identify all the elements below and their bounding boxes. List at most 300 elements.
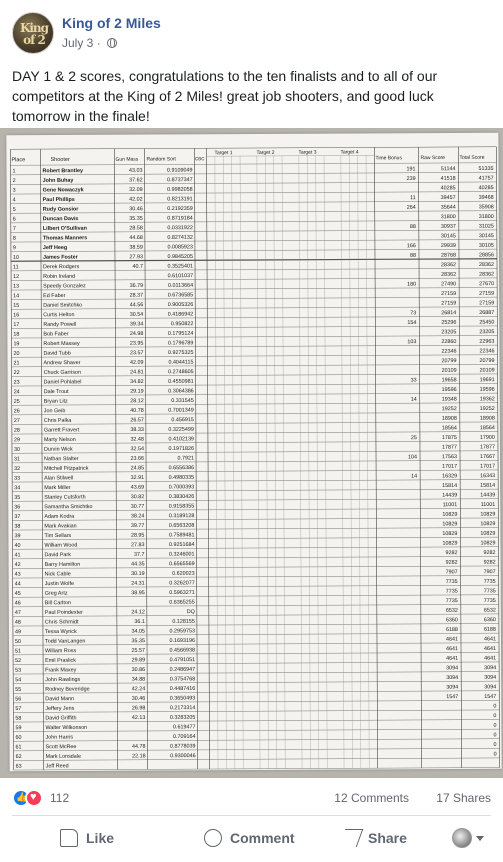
row-gridline bbox=[12, 422, 498, 425]
comments-count[interactable]: 12 Comments bbox=[334, 791, 409, 805]
cell-gun-mass: 23.66 bbox=[130, 455, 145, 462]
cell-total-score: 17900 bbox=[479, 434, 495, 441]
cell-raw-score: 6360 bbox=[445, 617, 458, 624]
cell-shooter: Mark Miller bbox=[44, 484, 71, 492]
row-gridline bbox=[13, 624, 499, 627]
cell-total-score: 17877 bbox=[479, 444, 495, 451]
cell-shooter: John Buhay bbox=[42, 177, 74, 184]
cell-gun-mass: 32.54 bbox=[130, 446, 144, 453]
cell-total-score: 3094 bbox=[484, 665, 497, 672]
row-gridline bbox=[12, 518, 498, 521]
shares-count[interactable]: 17 Shares bbox=[436, 791, 491, 805]
cell-total-score: 4641 bbox=[483, 636, 496, 643]
cell-gun-mass: 24.98 bbox=[129, 330, 144, 338]
cell-gun-mass: 29.19 bbox=[130, 388, 144, 395]
cell-raw-score: 3094 bbox=[446, 684, 459, 691]
cell-random-sort: 0.9251684 bbox=[168, 541, 195, 549]
cell-shooter: Thomas Manners bbox=[42, 235, 88, 242]
cell-total-score: 19596 bbox=[479, 386, 495, 393]
cell-shooter: William Ross bbox=[45, 648, 77, 655]
post-date[interactable]: July 3 bbox=[62, 36, 94, 50]
row-gridline bbox=[14, 758, 500, 761]
cell-shooter: Derek Rodgers bbox=[43, 264, 80, 271]
cell-total-score: 30145 bbox=[478, 233, 494, 240]
cell-raw-score: 15814 bbox=[442, 482, 458, 490]
cell-random-sort: 0.3064386 bbox=[168, 388, 194, 395]
cell-shooter: Speedy Gonzalez bbox=[43, 283, 86, 290]
row-gridline bbox=[12, 480, 498, 483]
cell-total-score: 6188 bbox=[483, 626, 496, 633]
cell-place: 53 bbox=[15, 667, 22, 674]
column-gridline bbox=[493, 147, 499, 768]
target-subgridline bbox=[232, 156, 235, 769]
cell-raw-score: 7907 bbox=[445, 569, 458, 576]
row-gridline bbox=[11, 211, 497, 214]
cell-raw-score: 4641 bbox=[445, 636, 459, 643]
row-gridline bbox=[11, 268, 497, 271]
target-subgridline bbox=[324, 156, 327, 769]
cell-random-sort: 0.709164 bbox=[172, 733, 196, 741]
cell-gun-mass: 24.31 bbox=[131, 580, 145, 587]
cell-random-sort: 0.4550981 bbox=[168, 378, 194, 385]
target-subgridline bbox=[358, 155, 361, 768]
row-gridline bbox=[11, 220, 497, 223]
cell-shooter: David Mann bbox=[45, 696, 75, 703]
cell-gun-mass: 24.12 bbox=[131, 609, 145, 616]
cell-random-sort: 0.4791051 bbox=[169, 657, 196, 664]
cell-raw-score: 35644 bbox=[440, 204, 456, 211]
post-as-selector[interactable] bbox=[452, 820, 484, 856]
cell-place: 31 bbox=[14, 456, 21, 463]
cell-total-score: 3094 bbox=[484, 674, 497, 681]
row-gridline bbox=[12, 412, 498, 415]
cell-raw-score: 10829 bbox=[442, 530, 458, 538]
cell-raw-score: 27159 bbox=[441, 300, 457, 307]
cell-raw-score: 10829 bbox=[442, 511, 458, 518]
cell-time-bonus: 104 bbox=[408, 454, 418, 461]
cell-place: 18 bbox=[13, 331, 20, 338]
cell-random-sort: 0.3262077 bbox=[169, 580, 195, 587]
cell-gun-mass: 30.46 bbox=[131, 695, 146, 702]
cell-place: 4 bbox=[12, 197, 16, 204]
cell-raw-score: 18908 bbox=[441, 415, 457, 422]
cell-raw-score: 19252 bbox=[441, 406, 457, 413]
cell-place: 21 bbox=[13, 360, 20, 367]
cell-place: 61 bbox=[15, 744, 22, 751]
cell-total-score: 1547 bbox=[484, 693, 497, 700]
cell-random-sort: 0.8719184 bbox=[167, 215, 193, 222]
cell-raw-score: 40285 bbox=[440, 185, 456, 192]
cell-place: 45 bbox=[14, 590, 21, 597]
row-gridline bbox=[11, 259, 497, 262]
cell-place: 25 bbox=[13, 398, 20, 405]
cell-gun-mass: 44.35 bbox=[131, 561, 145, 568]
row-gridline bbox=[13, 576, 499, 579]
cell-raw-score: 18564 bbox=[441, 425, 457, 432]
cell-shooter: Rudy Gonsior bbox=[42, 206, 79, 213]
cell-shooter: Adam Kodra bbox=[44, 513, 75, 520]
row-gridline bbox=[13, 662, 499, 665]
cell-gun-mass: 44.68 bbox=[129, 234, 143, 242]
share-button[interactable] bbox=[342, 820, 407, 856]
cell-shooter: Jon Geib bbox=[43, 408, 66, 415]
cell-gun-mass: 34.82 bbox=[130, 378, 144, 386]
column-gridline bbox=[458, 147, 461, 768]
cell-raw-score: 19596 bbox=[441, 386, 457, 394]
cell-shooter: Paul Phillips bbox=[42, 196, 75, 204]
cell-shooter: Alan Stilwell bbox=[44, 475, 74, 482]
cell-gun-mass: 30.19 bbox=[131, 570, 145, 578]
cell-raw-score: 28362 bbox=[441, 271, 457, 278]
target-subgridline bbox=[316, 156, 319, 769]
cell-gun-mass: 43.69 bbox=[130, 484, 145, 491]
target-subgridline bbox=[223, 156, 226, 769]
cell-raw-score: 7735 bbox=[445, 588, 458, 595]
cell-total-score: 7735 bbox=[483, 597, 496, 604]
cell-random-sort: 0.1971826 bbox=[168, 445, 194, 453]
cell-place: 48 bbox=[14, 619, 21, 626]
cell-total-score: 28362 bbox=[479, 261, 495, 269]
cell-random-sort: 0.8778039 bbox=[170, 743, 196, 750]
cell-total-score: 7735 bbox=[483, 578, 496, 585]
row-gridline bbox=[13, 710, 499, 713]
cell-total-score: 19362 bbox=[479, 396, 495, 403]
cell-shooter: Marty Nelson bbox=[43, 436, 76, 444]
cell-gun-mass: 42.24 bbox=[131, 686, 146, 693]
cell-place: 39 bbox=[14, 533, 21, 540]
cell-gun-mass: 28.37 bbox=[129, 292, 144, 299]
column-gridline bbox=[418, 147, 421, 768]
cell-gun-mass: 35.35 bbox=[129, 215, 143, 222]
cell-random-sort: 0.1795124 bbox=[167, 330, 194, 337]
cell-shooter: Mitchell Fitzpatrick bbox=[44, 465, 89, 472]
cell-shooter: Bryan Litz bbox=[43, 398, 68, 405]
cell-raw-score: 51144 bbox=[440, 166, 456, 173]
score-sheet-table bbox=[6, 133, 501, 772]
row-gridline bbox=[11, 249, 497, 252]
comment-bubble-icon bbox=[204, 829, 222, 847]
cell-gun-mass: 34.05 bbox=[131, 628, 145, 635]
cell-raw-score: 16329 bbox=[442, 473, 458, 480]
cell-place: 47 bbox=[14, 610, 21, 617]
cell-random-sort: 0.8737347 bbox=[167, 177, 193, 184]
cell-total-score: 0 bbox=[493, 741, 497, 748]
cell-place: 23 bbox=[13, 379, 20, 386]
target-subgridline bbox=[265, 156, 268, 769]
cell-random-sort: 0.619477 bbox=[172, 724, 196, 731]
cell-random-sort: 0.4102139 bbox=[168, 436, 194, 443]
cell-place: 34 bbox=[14, 485, 21, 492]
cell-gun-mass: 30.46 bbox=[129, 206, 143, 213]
cell-place: 55 bbox=[15, 686, 22, 693]
cell-shooter: Garrett Fravert bbox=[43, 427, 80, 434]
row-gridline bbox=[12, 393, 498, 396]
cell-gun-mass: 32.48 bbox=[130, 436, 144, 443]
cell-total-score: 6532 bbox=[483, 607, 496, 614]
cell-shooter: Mark Avakian bbox=[44, 523, 77, 530]
cell-total-score: 27159 bbox=[479, 290, 495, 297]
share-arrow-icon bbox=[339, 829, 364, 847]
post-caption: DAY 1 & 2 scores, congratulations to the ten finalists and to all of our competitors at the King of 2 Miles! great job shooters, and good luck tomorrow in the finale! bbox=[12, 68, 438, 124]
cell-random-sort: 0.7001349 bbox=[168, 407, 194, 414]
cell-place: 51 bbox=[15, 648, 22, 655]
cell-random-sort: 0.128155 bbox=[172, 618, 195, 625]
cell-raw-score: 25296 bbox=[441, 319, 457, 326]
cell-place: 2 bbox=[12, 178, 16, 185]
cell-time-bonus: 166 bbox=[406, 243, 416, 250]
cell-random-sort: 0.6563208 bbox=[168, 522, 195, 529]
cell-random-sort: 0.9109049 bbox=[167, 167, 193, 174]
cell-shooter: Frank Maxey bbox=[45, 667, 77, 674]
row-gridline bbox=[11, 172, 497, 175]
target-subgridline bbox=[257, 156, 260, 769]
comment-label: Comment bbox=[230, 830, 295, 846]
cell-place: 59 bbox=[15, 725, 22, 732]
cell-total-score: 10829 bbox=[480, 521, 496, 528]
cell-raw-score: 10829 bbox=[442, 521, 458, 528]
cell-raw-score: 3094 bbox=[446, 665, 459, 672]
cell-total-score: 25450 bbox=[479, 319, 495, 326]
cell-place: 10 bbox=[12, 254, 19, 261]
row-gridline bbox=[12, 528, 498, 531]
cell-time-bonus: 103 bbox=[407, 339, 417, 346]
cell-raw-score: 7735 bbox=[445, 578, 458, 585]
cell-gun-mass: 23.57 bbox=[129, 350, 144, 357]
cell-shooter: Rodney Beveridge bbox=[45, 686, 90, 693]
cell-place: 63 bbox=[15, 763, 22, 770]
target-subgridline bbox=[274, 156, 277, 769]
page-name-link[interactable]: King of 2 Miles bbox=[62, 15, 161, 31]
cell-gun-mass: 26.98 bbox=[131, 705, 146, 712]
cell-raw-score: 22346 bbox=[441, 348, 457, 355]
cell-random-sort: 0.3754768 bbox=[169, 676, 196, 683]
cell-raw-score: 3094 bbox=[446, 674, 459, 681]
globe-icon bbox=[107, 38, 117, 48]
cell-place: 6 bbox=[12, 216, 16, 223]
cell-shooter: Curtis Helton bbox=[43, 312, 75, 319]
cell-total-score: 3094 bbox=[484, 684, 497, 691]
row-gridline bbox=[11, 201, 497, 204]
cell-random-sort: 0.9845205 bbox=[167, 253, 193, 261]
cell-raw-score: 19348 bbox=[441, 396, 457, 403]
cell-gun-mass: 27.83 bbox=[130, 542, 145, 549]
cell-gun-mass: 38.24 bbox=[130, 513, 145, 520]
cell-random-sort: 0.2959753 bbox=[169, 628, 195, 635]
cell-random-sort: 0.4487416 bbox=[169, 685, 196, 693]
row-gridline bbox=[11, 307, 497, 310]
cell-random-sort: 0.8213191 bbox=[167, 196, 193, 203]
cell-place: 41 bbox=[14, 552, 21, 559]
cell-shooter: Stanley Cutsforth bbox=[44, 494, 86, 501]
cell-gun-mass: 24.85 bbox=[130, 465, 145, 472]
cell-total-score: 7735 bbox=[483, 588, 496, 595]
cell-gun-mass: 42.13 bbox=[131, 714, 146, 722]
cell-random-sort: 0.1693196 bbox=[169, 637, 196, 645]
cell-total-score: 15814 bbox=[480, 482, 496, 489]
cell-raw-score: 7735 bbox=[445, 598, 458, 605]
cell-random-sort: 0.6736585 bbox=[167, 292, 194, 299]
cell-total-score: 19252 bbox=[479, 405, 495, 413]
cell-raw-score: 17563 bbox=[442, 454, 458, 461]
header-shooter: Shooter bbox=[50, 156, 70, 164]
cell-total-score: 20109 bbox=[479, 367, 495, 374]
header-raw-score: Raw Score bbox=[420, 154, 445, 162]
cell-random-sort: 0.6556386 bbox=[168, 465, 195, 472]
target-subgridline bbox=[240, 156, 243, 769]
avatar-logo-text: King of 2 bbox=[19, 21, 49, 47]
chevron-down-icon bbox=[476, 836, 484, 841]
cell-total-score: 14439 bbox=[480, 492, 496, 499]
header-target2: Target 2 bbox=[256, 149, 275, 156]
cell-raw-score: 20109 bbox=[441, 367, 457, 374]
cell-shooter: Greg Artz bbox=[44, 590, 68, 597]
cell-random-sort: 0.9982058 bbox=[167, 186, 193, 193]
cell-gun-mass: 42.09 bbox=[130, 359, 144, 366]
cell-place: 43 bbox=[14, 571, 21, 578]
cell-shooter: Emil Praslick bbox=[45, 657, 76, 664]
cell-total-score: 4641 bbox=[484, 655, 497, 662]
row-gridline bbox=[14, 768, 500, 771]
cell-total-score: 18564 bbox=[479, 425, 495, 432]
row-gridline bbox=[11, 345, 497, 348]
cell-raw-score: 31800 bbox=[440, 214, 456, 221]
row-gridline bbox=[13, 652, 499, 655]
cell-total-score: 0 bbox=[493, 722, 497, 729]
header-target3: Target 3 bbox=[298, 149, 317, 156]
cell-shooter: Jeffery Jens bbox=[45, 705, 75, 712]
cell-raw-score: 17017 bbox=[442, 463, 458, 470]
like-button[interactable] bbox=[60, 820, 114, 856]
cell-gun-mass: 32.91 bbox=[130, 474, 145, 482]
cell-random-sort: 0.6101037 bbox=[167, 273, 194, 280]
thumbs-up-icon bbox=[60, 829, 78, 847]
cell-random-sort: DQ bbox=[186, 609, 195, 616]
cell-raw-score: 17877 bbox=[441, 444, 457, 451]
row-gridline bbox=[12, 403, 498, 406]
cell-total-score: 23205 bbox=[479, 329, 495, 336]
cell-raw-score: 6532 bbox=[445, 607, 458, 614]
header-total-score: Total Score bbox=[459, 154, 485, 161]
cell-place: 5 bbox=[12, 206, 16, 213]
cell-place: 12 bbox=[13, 274, 20, 281]
cell-total-score: 19691 bbox=[479, 377, 495, 384]
cell-place: 11 bbox=[13, 264, 19, 271]
cell-random-sort: 0.6365255 bbox=[169, 599, 195, 606]
reaction-count[interactable]: 112 bbox=[50, 791, 70, 805]
cell-gun-mass: 25.57 bbox=[131, 647, 146, 654]
cell-total-score: 10829 bbox=[480, 540, 496, 547]
cell-total-score: 0 bbox=[493, 751, 497, 758]
row-gridline bbox=[12, 489, 498, 492]
cell-time-bonus: 239 bbox=[406, 175, 416, 182]
cell-gun-mass: 28.58 bbox=[129, 225, 143, 232]
cell-gun-mass: 27.93 bbox=[129, 254, 143, 261]
cell-place: 46 bbox=[14, 600, 21, 607]
cell-raw-score: 4641 bbox=[446, 655, 459, 662]
target-subgridline bbox=[307, 156, 310, 769]
cell-random-sort: 0.4980335 bbox=[168, 474, 195, 481]
cell-shooter: John Rawlings bbox=[45, 676, 81, 684]
cell-raw-score: 6188 bbox=[445, 626, 458, 633]
cell-gun-mass: 28.95 bbox=[130, 532, 145, 539]
cell-random-sort: 0.0113664 bbox=[168, 282, 194, 289]
page-avatar[interactable] bbox=[12, 12, 54, 54]
cell-place: 57 bbox=[15, 706, 22, 713]
row-gridline bbox=[12, 432, 498, 435]
cell-shooter: Chuck Garrison bbox=[43, 369, 82, 376]
cell-place: 14 bbox=[13, 293, 20, 300]
cell-random-sort: 0.0331922 bbox=[167, 225, 193, 232]
cell-time-bonus: 264 bbox=[406, 204, 416, 211]
cell-random-sort: 0.0085923 bbox=[167, 244, 193, 251]
cell-random-sort: 0.3189128 bbox=[168, 513, 195, 520]
love-reaction-icon bbox=[25, 789, 43, 807]
row-gridline bbox=[12, 451, 498, 454]
cell-total-score: 4641 bbox=[484, 645, 497, 652]
cell-place: 9 bbox=[12, 245, 16, 252]
cell-raw-score: 19658 bbox=[441, 377, 457, 384]
cell-shooter: Andrew Shaver bbox=[43, 360, 81, 367]
cell-total-score: 11001 bbox=[480, 501, 496, 509]
cell-shooter: Ed Faber bbox=[43, 292, 66, 300]
cell-time-bonus: 88 bbox=[409, 223, 416, 230]
cell-total-score: 10829 bbox=[480, 511, 496, 518]
cell-random-sort: 0.3650493 bbox=[169, 695, 196, 702]
cell-shooter: Walter Wilkonson bbox=[45, 724, 88, 732]
cell-shooter: Daniel Pohlabel bbox=[43, 379, 82, 386]
cell-shooter: Robin Ireland bbox=[43, 273, 76, 280]
cell-raw-score: 9282 bbox=[445, 550, 458, 557]
cell-total-score: 18908 bbox=[479, 415, 495, 422]
cell-shooter: Chris Schmidt bbox=[44, 619, 79, 626]
cell-raw-score: 20799 bbox=[441, 358, 457, 365]
comment-button[interactable] bbox=[204, 820, 295, 856]
cell-gun-mass: 30.86 bbox=[131, 666, 146, 674]
cell-shooter: James Foster bbox=[42, 254, 78, 261]
header-gun-mass: Gun Mass bbox=[115, 156, 139, 163]
cell-time-bonus: 14 bbox=[410, 396, 417, 403]
reaction-icons[interactable] bbox=[12, 789, 46, 807]
cell-random-sort: 0.4186942 bbox=[167, 311, 194, 318]
cell-random-sort: 0.9275325 bbox=[167, 349, 194, 357]
row-gridline bbox=[13, 633, 499, 636]
cell-place: 17 bbox=[13, 322, 20, 329]
cell-place: 54 bbox=[15, 677, 22, 684]
cell-gun-mass: 24.81 bbox=[130, 369, 144, 376]
header-top-line bbox=[10, 147, 496, 150]
cell-total-score: 10829 bbox=[480, 530, 496, 537]
cell-total-score: 9282 bbox=[483, 549, 496, 556]
cell-shooter: Samantha Smichtko bbox=[44, 504, 93, 511]
cell-total-score: 0 bbox=[493, 732, 497, 739]
cell-gun-mass: 28.12 bbox=[130, 398, 144, 405]
cell-raw-score: 11001 bbox=[442, 502, 458, 509]
cell-shooter: Bob Faber bbox=[43, 331, 69, 338]
post-photo[interactable] bbox=[0, 128, 503, 778]
cell-place: 40 bbox=[14, 542, 21, 549]
cell-place: 62 bbox=[15, 754, 22, 761]
cell-total-score: 30105 bbox=[478, 242, 494, 249]
cell-shooter: William Wood bbox=[44, 542, 78, 549]
cell-random-sort: 0.9300046 bbox=[170, 753, 196, 760]
cell-place: 24 bbox=[13, 389, 20, 396]
cell-gun-mass: 22.18 bbox=[132, 753, 146, 760]
cell-raw-score: 22860 bbox=[441, 338, 457, 346]
cell-shooter: Chris Palka bbox=[43, 417, 72, 424]
row-gridline bbox=[11, 316, 497, 319]
cell-raw-score: 1547 bbox=[446, 694, 459, 701]
cell-total-score: 7907 bbox=[483, 569, 496, 576]
